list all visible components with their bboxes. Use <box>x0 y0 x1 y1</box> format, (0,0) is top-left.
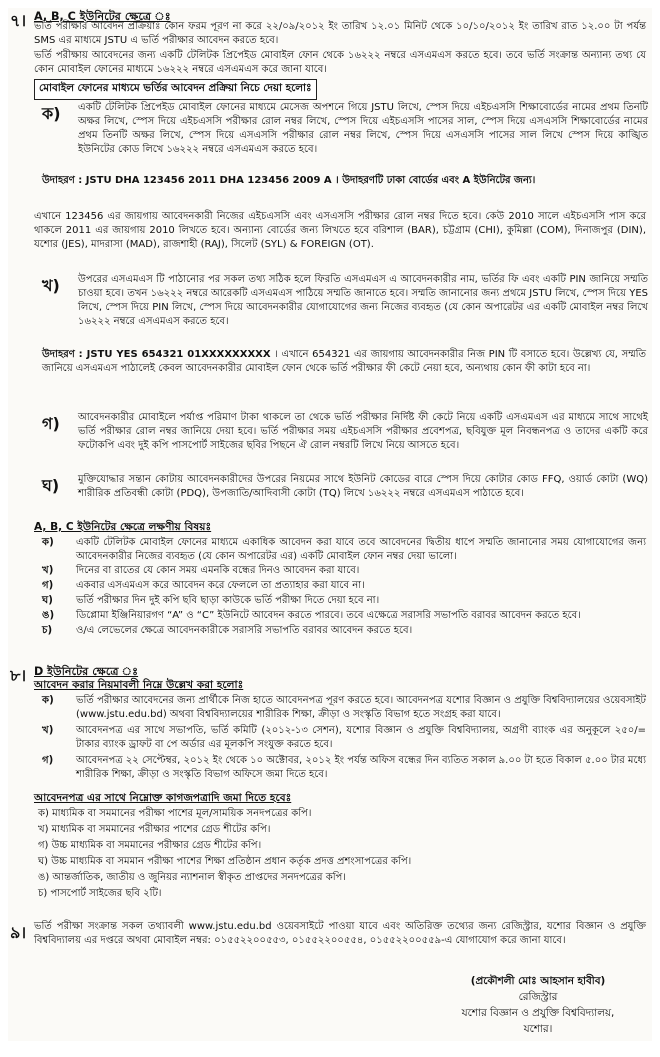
section-8-heading: D ইউনিটের ক্ষেত্রে ঃ <box>34 665 139 678</box>
list-item: খ) আবেদনপত্র এর সাথে সভাপতি, ভর্তি কমিটি (২০১২-১৩ সেশন), যশোর বিজ্ঞান ও প্রযুক্তি বিশ্ববিদ্যালয়, অগ্রণী ব্যাংক এর অনুকূলে ২৫০/= টাকার ব্যাংক ড্রাফট বা পে অর্ডার এর মূলকপি সংযুক্ত করতে হবে। <box>42 725 646 750</box>
list-item: খ) মাধ্যমিক বা সমমানের পরীক্ষার পাশের গ্রেড শীটের কপি। <box>38 824 271 835</box>
list-item: গ) একবার এসএমএস করে আবেদন করে ফেললে তা প্রত্যাহার করা যাবে না। <box>42 580 365 591</box>
list-item: গ) আবেদনপত্র ২২ সেপ্টেম্বর, ২০১২ ইং থেকে ১০ অক্টোবর, ২০১২ ইং পর্যন্ত অফিস বন্ধের দিন ব্যতিত সকাল ৯.০০ টা হতে বিকাল ৫.০০ টার মধ্যে শারীরিক শিক্ষা, ক্রীড়া ও সংস্কৃতি বিভাগ অফিসে জমা দিতে হবে। <box>42 755 646 780</box>
abc-notable-heading: A, B, C ইউনিটের ক্ষেত্রে লক্ষণীয় বিষয়ঃ <box>34 521 212 533</box>
rules-list <box>38 694 648 784</box>
section-number-7: ৭। <box>10 11 27 30</box>
signature-block <box>428 973 648 1037</box>
item-marker-ka: ক) <box>42 104 61 123</box>
s7-ga-text: আবেদনকারীর মোবাইলে পর্যাপ্ত পরিমাণ টাকা থাকলে তা থেকে ভর্তি পরীক্ষার নির্দিষ্ট ফী কেটে নিয়ে একটি এসএমএস এর মাধ্যমে সাথে সাথেই ভর্তি পরীক্ষার রোল নম্বর জানিয়ে দেয়া হবে। ভর্তি পরীক্ষার সময় এইচএসসি পরীক্ষার প্রবেশপত্র, ছবিযুক্ত মূল নিবন্ধনপত্র ও তাদের একটি করে ফটোকপি এবং দুই কপি পাসপোর্ট সাইজের ছবির পিছনে ঐ রোল নম্বরটি লিখে নিয়ে আসতে হবে। <box>78 412 648 451</box>
list-item: ঘ) উচ্চ মাধ্যমিক বা সমমান পরীক্ষা পাশের শিক্ষা প্রতিষ্ঠান প্রধান কর্তৃক প্রদত্ত প্রশংসাপত্রের কপি। <box>38 856 412 867</box>
sms-method-heading: মোবাইল ফোনের মাধ্যমে ভর্তির আবেদন প্রক্রিয়া নিচে দেয়া হলোঃ <box>34 79 317 100</box>
application-rules-heading: আবেদন করার নিয়মাবলী নিম্নে উল্লেখ করা হলোঃ <box>34 679 244 691</box>
section-number-9: ৯। <box>10 923 27 942</box>
s7-intro-1: ভর্তি পরীক্ষার আবেদন প্রক্রিয়াঃ কোন ফরম পূরণ না করে ২২/০৯/২০১২ ইং তারিখ ১২.০১ মিনিট থেকে ১০/১০/২০১২ ইং তারিখ রাত ১২.০০ টা পর্যন্ত SMS এর মাধ্যমে JSTU এ ভর্তি পরীক্ষার আবেদন করতে হবে। <box>34 21 646 46</box>
notice-page <box>8 8 652 1041</box>
example-2-text: । এখানে 654321 এর জায়গায় আবেদনকারীর নিজ PIN টি বসাতে হবে। উল্লেখ্য যে, সম্মতি জানিয়ে এসএমএস পাঠালেই কেবল আবেদনকারীর মোবাইল ফোন থেকে ভর্তি পরীক্ষার ফী কেটে নেয়া হবে, অন্যথায় কোন ফী কাটা হবে না। <box>42 349 647 374</box>
signatory-designation: রেজিস্ট্রার <box>518 991 558 1003</box>
signatory-name: (প্রকৌশলী মোঃ আহসান হাবীব) <box>470 975 606 987</box>
example-line-1: উদাহরণ : JSTU DHA 123456 2011 DHA 123456 2009 A । উদাহরণটি ঢাকা বোর্ডের এবং A ইউনিটের জন্য। <box>42 175 536 186</box>
section-7-heading: A, B, C ইউনিটের ক্ষেত্রে ঃ <box>34 10 171 23</box>
notable-list <box>38 536 648 639</box>
list-item: ক) ভর্তি পরীক্ষার আবেদনের জন্য প্রার্থীকে নিজ হাতে আবেদনপত্র পূরণ করতে হবে। আবেদনপত্র যশোর বিজ্ঞান ও প্রযুক্তি বিশ্ববিদ্যালয়ের ওয়েবসাইট (www.jstu.edu.bd) অথবা বিশ্ববিদ্যালয়ের শারীরিক শিক্ষা, ক্রীড়া ও সংস্কৃতি বিভাগ হতে সংগ্রহ করা যাবে। <box>42 695 646 720</box>
documents-list <box>38 807 648 903</box>
section-number-8: ৮। <box>10 666 27 685</box>
list-item: চ) ও/এ লেভেলের ক্ষেত্রে আবেদনকারীকে সরাসরি সভাপতি বরাবর আবেদন করতে হবে। <box>42 625 413 636</box>
s7-ka-text: একটি টেলিটক প্রিপেইড মোবাইল ফোনের মাধ্যমে মেসেজ অপশনে গিয়ে JSTU লিখে, স্পেস দিয়ে এইচএসসি শিক্ষাবোর্ডের নামের প্রথম তিনটি অক্ষর লিখে, স্পেস দিয়ে এইচএসসি পরীক্ষার রোল নম্বর লিখে, স্পেস দিয়ে এইচএসসি পাসের সাল, স্পেস দিয়ে এসএসসি শিক্ষাবোর্ডের নামের প্রথম তিনটি অক্ষর লিখে, স্পেস দিয়ে এসএসসি পরীক্ষার রোল নম্বর লিখে, স্পেস দিয়ে এসএসসি পাসের সাল লিখে স্পেস দিয়ে কাঙ্খিত ইউনিটের কোড লিখে ১৬২২২ নম্বরে এসএমএস করতে হবে। <box>78 102 648 155</box>
example-line-2 <box>42 348 646 376</box>
s7-kha-text: উপরের এসএমএস টি পাঠানোর পর সকল তথ্য সঠিক হলে ফিরতি এসএমএস এ আবেদনকারীর নাম, ভর্তির ফি এবং একটি PIN জানিয়ে সম্মতি চাওয়া হবে। তখন ১৬২২২ নম্বরে আরেকটি এসএমএস পাঠিয়ে সম্মতি জানাতে হবে। সম্মতি জানানোর জন্য প্রথমে JSTU লিখে, স্পেস দিয়ে YES লিখে, স্পেস দিয়ে PIN লিখে, স্পেস দিয়ে আবেদনকারীর যোগাযোগের জন্য নিজের ব্যবহৃত (যে কোন অপারেটর এর একটি মোবাইল নম্বর লিখে ১৬২২২ নম্বরে এসএমএস করতে হবে। <box>78 274 648 327</box>
s7-gha-text: মুক্তিযোদ্ধার সন্তান কোটায় আবেদনকারীদের উপরের নিয়মের সাথে ইউনিট কোডের বারে স্পেস দিয়ে কোটার কোড FFQ, ওয়ার্ড কোটা (WQ) শারীরিক প্রতিবন্ধী কোটা (PDQ), উপজাতি/আদিবাসী কোটা (TQ) লিখে ১৬২২২ নম্বরে এসএমএস পাঠাতে হবে। <box>78 474 648 499</box>
s7-rollno-note: এখানে 123456 এর জায়গায় আবেদনকারী নিজের এইচএসসি এবং এসএসসি পরীক্ষার রোল নম্বর দিতে হবে। কেউ 2010 সালে এইচএসসি পাস করে থাকলে 2011 এর জায়গায় 2010 লিখতে হবে। অন্যান্য বোর্ডের জন্য লিখতে হবে বরিশাল (BAR), চট্টগ্রাম (CHI), কুমিল্লা (COM), দিনাজপুর (DIN), যশোর (JES), মাদরাসা (MAD), রাজশাহী (RAJ), সিলেট (SYL) & FOREIGN (OT). <box>34 211 646 250</box>
list-item: চ) পাসপোর্ট সাইজের ছবি ২টি। <box>38 888 162 899</box>
list-item: খ) দিনের বা রাতের যে কোন সময় এমনকি বন্ধের দিনও আবেদন করা যাবে। <box>42 565 360 576</box>
s9-text: ভর্তি পরীক্ষা সংক্রান্ত সকল তথ্যাবলী www.jstu.edu.bd ওয়েবসাইটে পাওয়া যাবে এবং অতিরিক্ত তথ্যের জন্য রেজিস্ট্রার, যশোর বিজ্ঞান ও প্রযুক্তি বিশ্ববিদ্যালয় এর দপ্তরে অথবা মোবাইল নম্বর: ০১৫৫২২০০৫৫৩, ০১৫৫২২০০৫৫৪, ০১৫৫২২০০৫৫৯-এ যোগাযোগ করে জানা যাবে। <box>34 921 646 946</box>
item-marker-kha: খ) <box>42 276 60 295</box>
list-item: ঙ) আন্তর্জাতিক, জাতীয় ও জুনিয়র ন্যাশনাল স্বীকৃত প্রাপ্তদের সনদপত্রের কপি। <box>38 872 346 883</box>
s7-intro-2: ভর্তি পরীক্ষায় আবেদনের জন্য একটি টেলিটক প্রিপেইড মোবাইল ফোন থেকে ১৬২২২ নম্বরে এসএমএস করতে হবে। তবে ভর্তি সংক্রান্ত অন্যান্য তথ্য যে কোন মোবাইল ফোনের মাধ্যমে ১৬২২২ নম্বরে এসএমএস করে জানা যাবে। <box>34 50 646 75</box>
list-item: ঘ) ভর্তি পরীক্ষার দিন দুই কপি ছবি ছাড়া কাউকে ভর্তি পরীক্ষা দিতে দেয়া হবে না। <box>42 595 380 606</box>
signatory-org: যশোর বিজ্ঞান ও প্রযুক্তি বিশ্ববিদ্যালয়, <box>461 1007 615 1019</box>
item-marker-ga: গ) <box>42 414 60 433</box>
signatory-place: যশোর। <box>523 1023 553 1035</box>
list-item: ক) একটি টেলিটক মোবাইল ফোনের মাধ্যমে একাধিক আবেদন করা যাবে তবে আবেদনের দ্বিতীয় ধাপে সম্মতি জানানোর সময় যোগাযোগের জন্য আবেদনকারীর নিজের ব্যবহৃত (যে কোন অপারেটর এর) একটি মোবাইল ফোন নম্বর দেয়া ভালো। <box>42 537 646 562</box>
example-2-code: উদাহরণ : JSTU YES 654321 01XXXXXXXXX <box>42 349 271 360</box>
documents-heading: আবেদনপত্র এর সাথে নিম্নোক্ত কাগজপত্রাদি জমা দিতে হবেঃ <box>34 792 292 804</box>
list-item: ঙ) ডিপ্লোমা ইঞ্জিনিয়ারগণ “A” ও “C” ইউনিটে আবেদন করতে পারবে। তবে এক্ষেত্রে সরাসরি সভাপতি বরাবর আবেদন করতে হবে। <box>42 610 581 621</box>
list-item: গ) উচ্চ মাধ্যমিক বা সমমানের পরীক্ষার গ্রেড শীটের কপি। <box>38 840 262 851</box>
list-item: ক) মাধ্যমিক বা সমমানের পরীক্ষা পাশের মূল/সাময়িক সনদপত্রের কপি। <box>38 808 312 819</box>
item-marker-gha: ঘ) <box>42 476 60 495</box>
